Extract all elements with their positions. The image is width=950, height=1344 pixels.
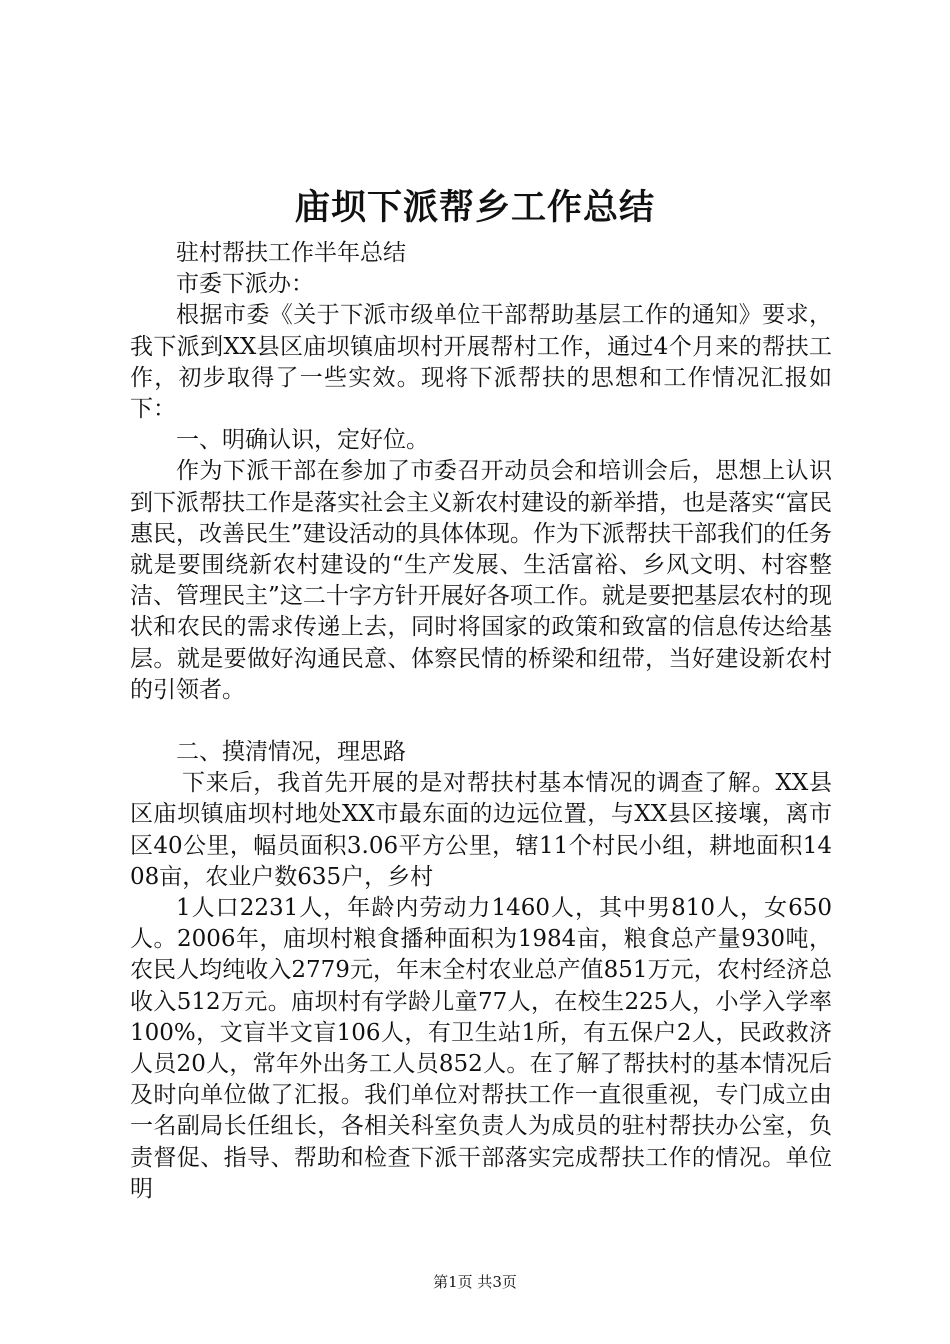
paragraph-salutation: 市委下派办： bbox=[176, 271, 314, 298]
section-heading-1: 一、明确认识，定好位。 bbox=[176, 427, 429, 454]
paragraph-section-2: 下来后，我首先开展的是对帮扶村基本情况的调查了解。XX县区庙坝镇庙坝村地处XX市最东面的边远位置，与XX县区接壤，离市区40公里，幅员面积3.06平方公里，辖11个村民小组，耕地面积1408亩，农业户数635户，乡村 bbox=[130, 770, 832, 890]
document-body bbox=[130, 238, 832, 1205]
paragraph-statistics: 1人口2231人，年龄内劳动力1460人，其中男810人，女650人。2006年，庙坝村粮食播种面积为1984亩，粮食总产量930吨，农民人均纯收入2779元，年末全村农业总产值851万元，农村经济总收入512万元。庙坝村有学龄儿童77人，在校生225人，小学入学率100%，文盲半文盲106人，有卫生站1所，有五保户2人，民政救济人员20人，常年外出务工人员852人。在了解了帮扶村的基本情况后及时向单位做了汇报。我们单位对帮扶工作一直很重视，专门成立由一名副局长任组长，各相关科室负责人为成员的驻村帮扶办公室，负责督促、指导、帮助和检查下派干部落实完成帮扶工作的情况。单位明 bbox=[130, 895, 832, 1202]
paragraph-subtitle: 驻村帮扶工作半年总结 bbox=[176, 240, 406, 266]
paragraph-intro: 根据市委《关于下派市级单位干部帮助基层工作的通知》要求，我下派到XX县区庙坝镇庙坝村开展帮村工作，通过4个月来的帮扶工作，初步取得了一些实效。现将下派帮扶的思想和工作情况汇报如下： bbox=[130, 302, 832, 423]
document-title: 庙坝下派帮乡工作总结 bbox=[294, 188, 655, 228]
section-heading-2: 二、摸清情况，理思路 bbox=[176, 739, 406, 766]
page-number-footer: 第1页 共3页 bbox=[433, 1273, 517, 1291]
paragraph-section-1: 作为下派干部在参加了市委召开动员会和培训会后，思想上认识到下派帮扶工作是落实社会主义新农村建设的新举措，也是落实“富民惠民，改善民生”建设活动的具体体现。作为下派帮扶干部我们的任务就是要围绕新农村建设的“生产发展、生活富裕、乡风文明、村容整洁、管理民主”这二十字方针开展好各项工作。就是要把基层农村的现状和农民的需求传递上去，同时将国家的政策和致富的信息传达给基层。就是要做好沟通民意、体察民情的桥梁和纽带，当好建设新农村的引领者。 bbox=[130, 458, 832, 703]
